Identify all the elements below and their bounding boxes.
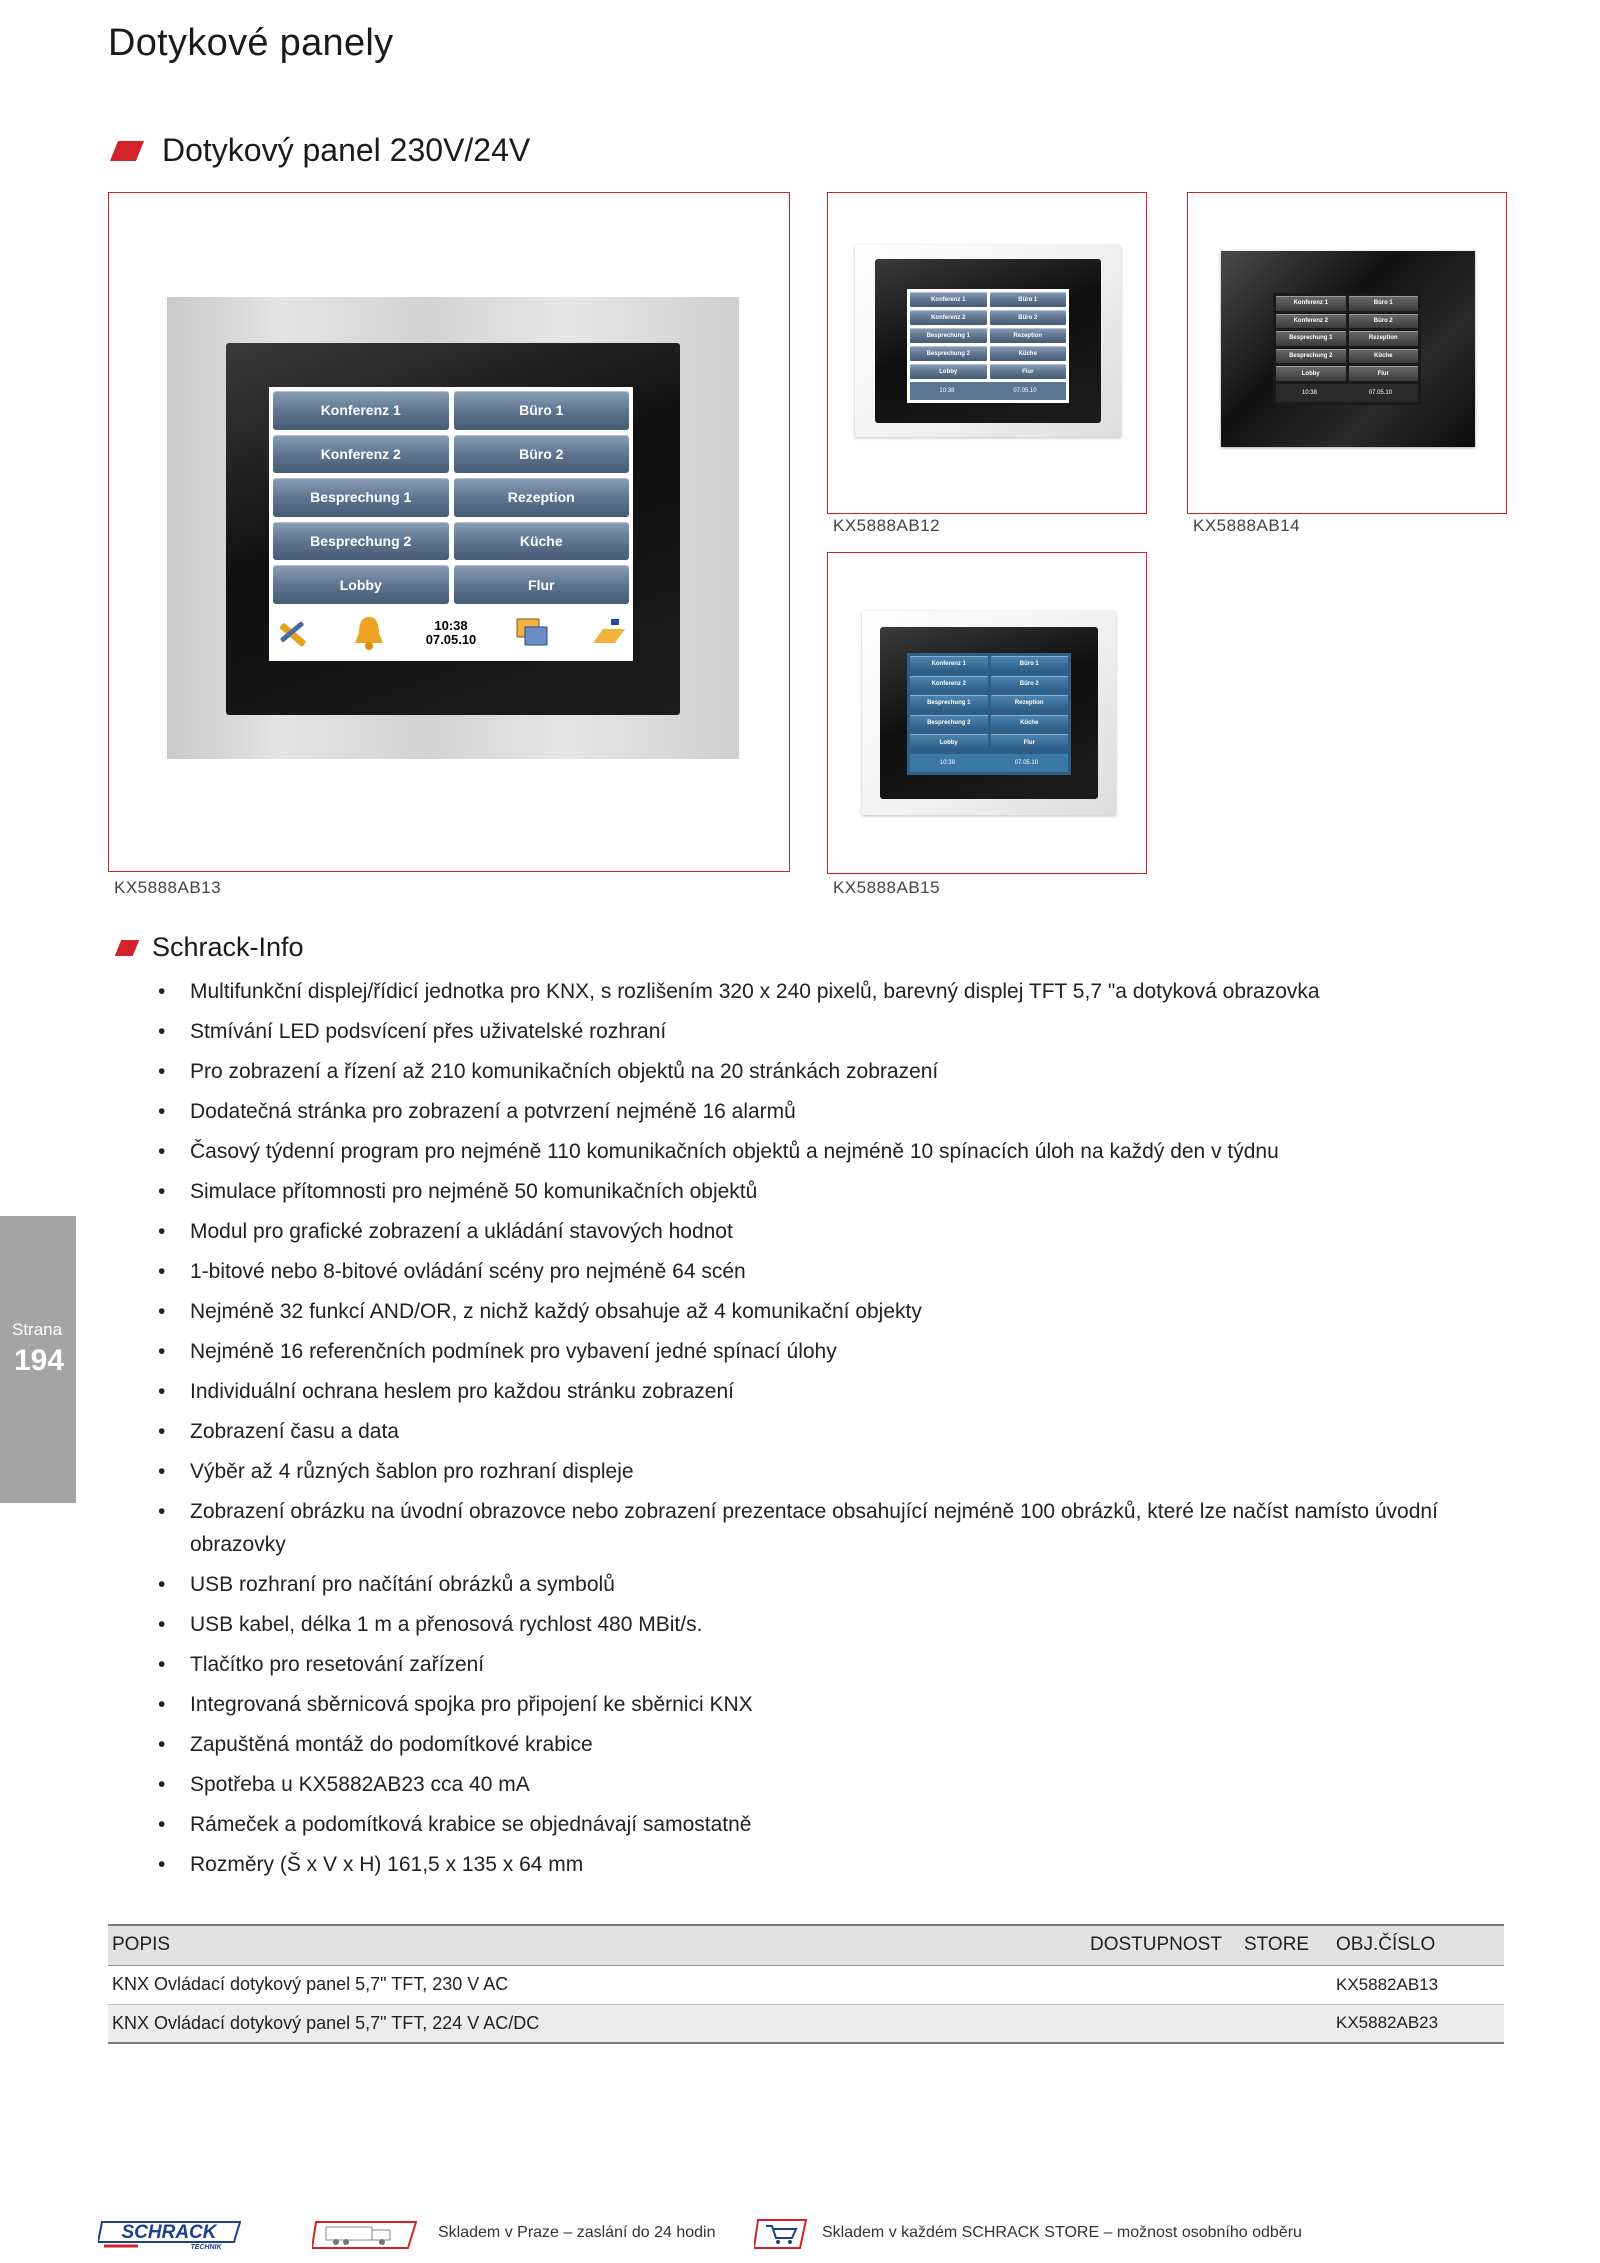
display-time: 10:38 <box>1301 390 1317 396</box>
display-button: Lobby <box>1276 366 1346 381</box>
logo-subtext: TECHNIK <box>190 2244 222 2250</box>
list-item: • Spotřeba u KX5882AB23 cca 40 mA <box>158 1768 1478 1801</box>
display-button: Küche <box>990 346 1067 361</box>
list-item: • Modul pro grafické zobrazení a ukládání stavových hodnot <box>158 1215 1478 1248</box>
list-item: • Zapuštěná montáž do podomítkové krabice <box>158 1728 1478 1761</box>
display-button: Flur <box>454 565 630 604</box>
display-status-bar <box>910 754 1068 772</box>
list-item: • Rozměry (Š x V x H) 161,5 x 135 x 64 mm <box>158 1848 1478 1881</box>
list-item: • USB rozhraní pro načítání obrázků a symbolů <box>158 1568 1478 1601</box>
table-row[interactable] <box>108 2004 1504 2043</box>
page-footer <box>0 2214 1600 2254</box>
product-table <box>108 1924 1504 2044</box>
bell-icon <box>349 613 389 653</box>
column-header-dostupnost: DOSTUPNOST <box>1086 1925 1240 1965</box>
display-status-bar <box>273 609 629 657</box>
product-caption: KX5888AB14 <box>1193 516 1301 535</box>
display-button: Besprechung 2 <box>910 715 988 732</box>
section-title: Dotykový panel 230V/24V <box>162 132 531 168</box>
product-caption: KX5888AB13 <box>114 878 222 897</box>
display-clock <box>426 619 477 648</box>
list-item: • Zobrazení obrázku na úvodní obrazovce nebo zobrazení prezentace obsahující nejméně 100 obrázků, které lze načíst namísto úvodní obrazovky <box>158 1495 1478 1561</box>
column-header-obj: OBJ.ČÍSLO <box>1332 1925 1504 1965</box>
display-button: Flur <box>991 734 1069 751</box>
cell-store <box>1240 1965 1332 2004</box>
feature-list <box>158 975 1478 1888</box>
product-caption: KX5888AB12 <box>833 516 941 535</box>
display-button: Küche <box>454 522 630 561</box>
display-button: Lobby <box>273 565 449 604</box>
display-button: Konferenz 2 <box>273 435 449 474</box>
display-button: Küche <box>1349 349 1419 364</box>
cell-store <box>1240 2004 1332 2043</box>
display-button: Büro 2 <box>990 310 1067 325</box>
list-item: • Simulace přítomnosti pro nejméně 50 komunikačních objektů <box>158 1175 1478 1208</box>
section-marker <box>110 141 144 161</box>
page-number: 194 <box>14 1344 65 1377</box>
display-button: Büro 1 <box>454 391 630 430</box>
display-button: Büro 1 <box>1349 296 1419 311</box>
display-button: Büro 2 <box>1349 314 1419 329</box>
list-item: • USB kabel, délka 1 m a přenosová rychlost 480 MBit/s. <box>158 1608 1478 1641</box>
column-header-popis: POPIS <box>108 1925 1086 1965</box>
table-row[interactable] <box>108 1965 1504 2004</box>
panel-display <box>269 387 633 661</box>
display-time: 10:38 <box>939 388 955 394</box>
display-button: Konferenz 1 <box>910 656 988 673</box>
footer-delivery-text: Skladem v Praze – zaslání do 24 hodin <box>438 2224 716 2241</box>
list-item: • Multifunkční displej/řídicí jednotka pro KNX, s rozlišením 320 x 240 pixelů, barevný displej TFT 5,7 "a dotyková obrazovka <box>158 975 1478 1008</box>
panel-display <box>907 289 1069 403</box>
display-date: 07.05.10 <box>1368 390 1393 396</box>
list-item: • 1-bitové nebo 8-bitové ovládání scény pro nejméně 64 scén <box>158 1255 1478 1288</box>
windows-icon <box>513 613 553 653</box>
section-marker <box>115 940 139 956</box>
bed-icon <box>589 613 629 653</box>
display-button: Büro 2 <box>991 676 1069 693</box>
list-item: • Integrovaná sběrnicová spojka pro připojení ke sběrnici KNX <box>158 1688 1478 1721</box>
display-button: Rezeption <box>454 478 630 517</box>
display-button: Rezeption <box>1349 331 1419 346</box>
page-label: Strana <box>12 1320 63 1339</box>
list-item: • Časový týdenní program pro nejméně 110 komunikačních objektů a nejméně 10 spínacích úloh na každý den v týdnu <box>158 1135 1478 1168</box>
display-button: Konferenz 1 <box>910 292 987 307</box>
column-header-store: STORE <box>1240 1925 1332 1965</box>
display-status-bar <box>1276 384 1418 402</box>
display-button: Besprechung 1 <box>273 478 449 517</box>
product-image-main[interactable] <box>108 192 790 872</box>
display-button: Rezeption <box>990 328 1067 343</box>
footer-store-text: Skladem v každém SCHRACK STORE – možnost osobního odběru <box>822 2224 1302 2241</box>
list-item: • Stmívání LED podsvícení přes uživatelské rozhraní <box>158 1015 1478 1048</box>
display-date: 07.05.10 <box>425 632 477 647</box>
product-caption: KX5888AB15 <box>833 878 941 897</box>
display-time: 10:38 <box>434 617 468 633</box>
list-item: • Rámeček a podomítková krabice se objednávají samostatně <box>158 1808 1478 1841</box>
list-item: • Tlačítko pro resetování zařízení <box>158 1648 1478 1681</box>
display-button: Konferenz 2 <box>1276 314 1346 329</box>
display-button: Besprechung 2 <box>1276 349 1346 364</box>
display-button: Büro 1 <box>991 656 1069 673</box>
display-button: Konferenz 1 <box>1276 296 1346 311</box>
list-item: • Nejméně 16 referenčních podmínek pro vybavení jedné spínací úlohy <box>158 1335 1478 1368</box>
cell-popis: KNX Ovládací dotykový panel 5,7" TFT, 230 V AC <box>108 1965 1086 2004</box>
display-button: Besprechung 1 <box>1276 331 1346 346</box>
cell-dostupnost <box>1086 2004 1240 2043</box>
display-button: Konferenz 1 <box>273 391 449 430</box>
logo-text: SCHRACK <box>121 2222 217 2243</box>
display-status-bar <box>910 382 1066 400</box>
product-image-ab12[interactable] <box>827 192 1147 514</box>
display-button: Lobby <box>910 734 988 751</box>
display-button: Flur <box>990 364 1067 379</box>
display-button: Konferenz 2 <box>910 676 988 693</box>
table-header-row <box>108 1925 1504 1965</box>
page-title: Dotykové panely <box>108 22 394 64</box>
display-button: Flur <box>1349 366 1419 381</box>
display-time: 10:38 <box>939 760 955 766</box>
display-date: 07.05.10 <box>1013 388 1037 394</box>
display-button: Küche <box>991 715 1069 732</box>
cell-popis: KNX Ovládací dotykový panel 5,7" TFT, 224 V AC/DC <box>108 2004 1086 2043</box>
cell-dostupnost <box>1086 1965 1240 2004</box>
cell-obj: KX5882AB23 <box>1332 2004 1504 2043</box>
display-button: Besprechung 2 <box>273 522 449 561</box>
display-button: Büro 1 <box>990 292 1067 307</box>
product-image-ab15[interactable] <box>827 552 1147 874</box>
display-button: Besprechung 1 <box>910 695 988 712</box>
panel-display <box>1273 293 1421 405</box>
list-item: • Výběr až 4 různých šablon pro rozhraní displeje <box>158 1455 1478 1488</box>
list-item: • Dodatečná stránka pro zobrazení a potvrzení nejméně 16 alarmů <box>158 1095 1478 1128</box>
list-item: • Nejméně 32 funkcí AND/OR, z nichž každý obsahuje až 4 komunikační objekty <box>158 1295 1478 1328</box>
display-button: Rezeption <box>991 695 1069 712</box>
page-number-tab <box>0 1216 76 1503</box>
section-title: Schrack-Info <box>152 932 304 962</box>
panel-display <box>907 653 1071 775</box>
display-button: Büro 2 <box>454 435 630 474</box>
display-button: Konferenz 2 <box>910 310 987 325</box>
cart-icon <box>754 2216 810 2250</box>
display-date: 07.05.10 <box>1014 760 1039 766</box>
list-item: • Pro zobrazení a řízení až 210 komunikačních objektů na 20 stránkách zobrazení <box>158 1055 1478 1088</box>
display-button: Lobby <box>910 364 987 379</box>
list-item: • Individuální ochrana heslem pro každou stránku zobrazení <box>158 1375 1478 1408</box>
product-image-ab14[interactable] <box>1187 192 1507 514</box>
truck-icon <box>312 2216 422 2250</box>
display-button: Besprechung 2 <box>910 346 987 361</box>
list-item: • Zobrazení času a data <box>158 1415 1478 1448</box>
cell-obj: KX5882AB13 <box>1332 1965 1504 2004</box>
tools-icon <box>273 613 313 653</box>
schrack-logo[interactable] <box>98 2218 244 2250</box>
display-button: Besprechung 1 <box>910 328 987 343</box>
display-button-grid <box>273 391 629 604</box>
section-heading-panel <box>114 132 530 169</box>
section-heading-info <box>118 932 304 963</box>
